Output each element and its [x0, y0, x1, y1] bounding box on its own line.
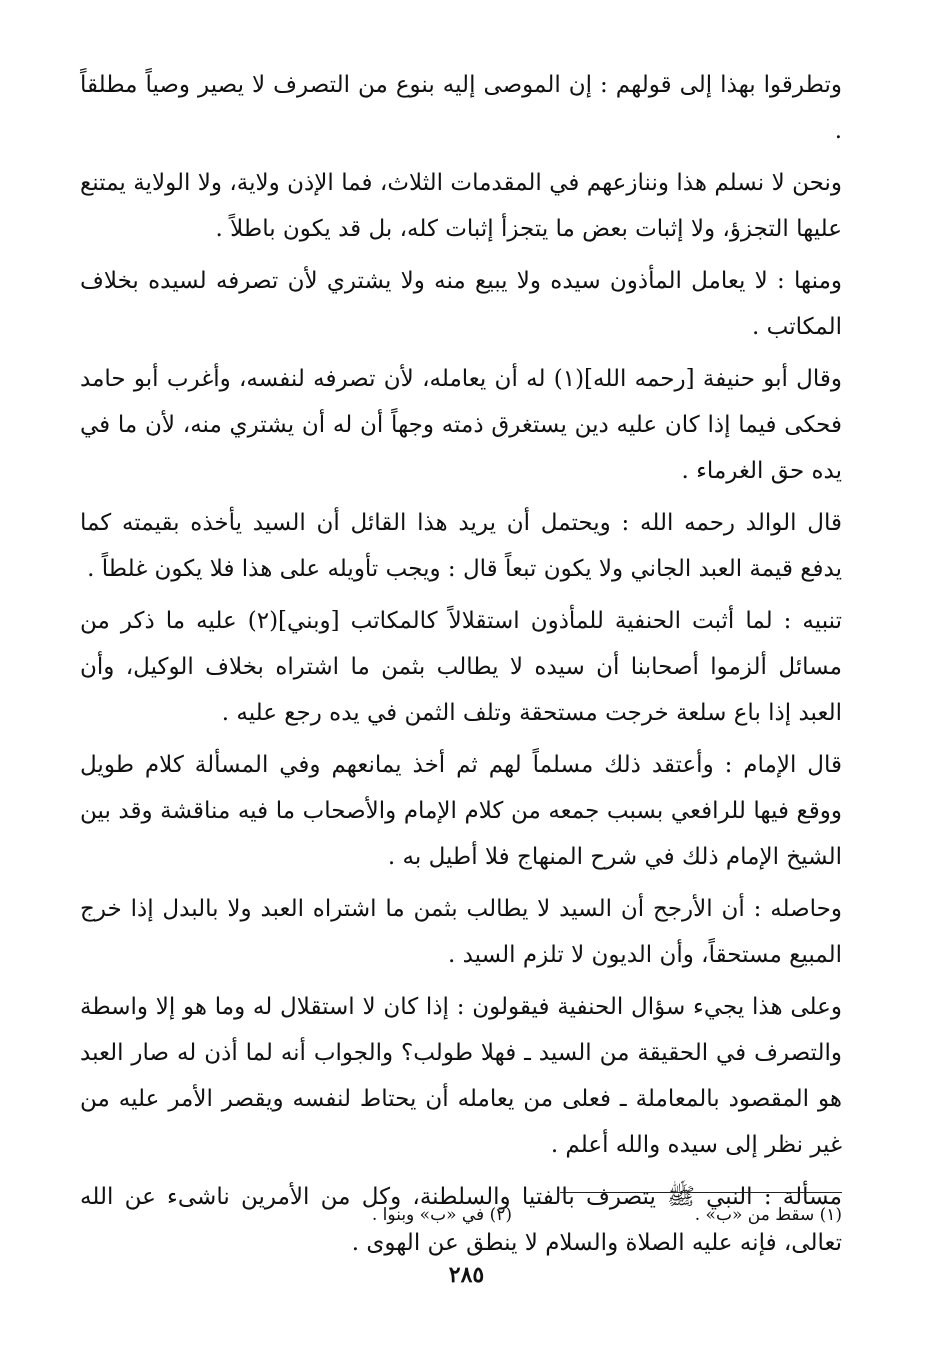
footnote-separator [560, 1192, 842, 1193]
main-text [80, 62, 842, 1272]
paragraph-8: وحاصله : أن الأرجح أن السيد لا يطالب بثمن ما اشتراه العبد ولا بالبدل إذا خرج المبيع مستحقاً، وأن الديون لا تلزم السيد . [80, 896, 842, 968]
footnote-1: (١) سقط من «ب» . [694, 1205, 842, 1225]
footnotes [80, 1200, 842, 1236]
paragraph-5: قال الوالد رحمه الله : ويحتمل أن يريد هذا القائل أن السيد يأخذه بقيمته كما يدفع قيمة العبد الجاني ولا يكون تبعاً قال : ويجب تأويله على هذا فلا يكون غلطاً . [80, 510, 842, 582]
paragraph-3: ومنها : لا يعامل المأذون سيده ولا يبيع منه ولا يشتري لأن تصرفه لسيده بخلاف المكاتب . [80, 268, 842, 340]
paragraph-10: مسألة : النبي ﷺ يتصرف بالفتيا والسلطنة، وكل من الأمرين ناشىء عن الله تعالى، فإنه عليه الصلاة والسلام لا ينطق عن الهوى . [80, 1184, 842, 1256]
paragraph-6: تنبيه : لما أثبت الحنفية للمأذون استقلالاً كالمكاتب [وبني](٢) عليه ما ذكر من مسائل ألزموا أصحابنا أن سيده لا يطالب بثمن ما اشتراه بخلاف الوكيل، وأن العبد إذا باع سلعة خرجت مستحقة وتلف الثمن في يده رجع عليه . [80, 608, 842, 726]
paragraph-4: وقال أبو حنيفة [رحمه الله](١) له أن يعامله، لأن تصرفه لنفسه، وأغرب أبو حامد فحكى فيما إذا كان عليه دين يستغرق ذمته وجهاً أن له أن يشتري منه، لأن ما في يده حق الغرماء . [80, 366, 842, 484]
footnote-2: (٢) في «ب» وبنوا . [371, 1205, 512, 1225]
paragraph-1: وتطرقوا بهذا إلى قولهم : إن الموصى إليه بنوع من التصرف لا يصير وصياً مطلقاً . [80, 72, 842, 144]
paragraph-2: ونحن لا نسلم هذا وننازعهم في المقدمات الثلاث، فما الإذن ولاية، ولا الولاية يمتنع عليها التجزؤ، ولا إثبات بعض ما يتجزأ إثبات كله، بل قد يكون باطلاً . [80, 170, 842, 242]
page-number: ٢٨٥ [448, 1262, 485, 1288]
paragraph-9: وعلى هذا يجيء سؤال الحنفية فيقولون : إذا كان لا استقلال له وما هو إلا واسطة والتصرف في الحقيقة من السيد ـ فهلا طولب؟ والجواب أنه لما أذن له صار العبد هو المقصود بالمعاملة ـ فعلى من يعامله أن يحتاط لنفسه ويقصر الأمر عليه من غير نظر إلى سيده والله أعلم . [80, 994, 842, 1158]
paragraph-7: قال الإمام : وأعتقد ذلك مسلماً لهم ثم أخذ يمانعهم وفي المسألة كلام طويل ووقع فيها للرافعي بسبب جمعه من كلام الإمام والأصحاب ما فيه مناقشة وقد بين الشيخ الإمام ذلك في شرح المنهاج فلا أطيل به . [80, 752, 842, 870]
